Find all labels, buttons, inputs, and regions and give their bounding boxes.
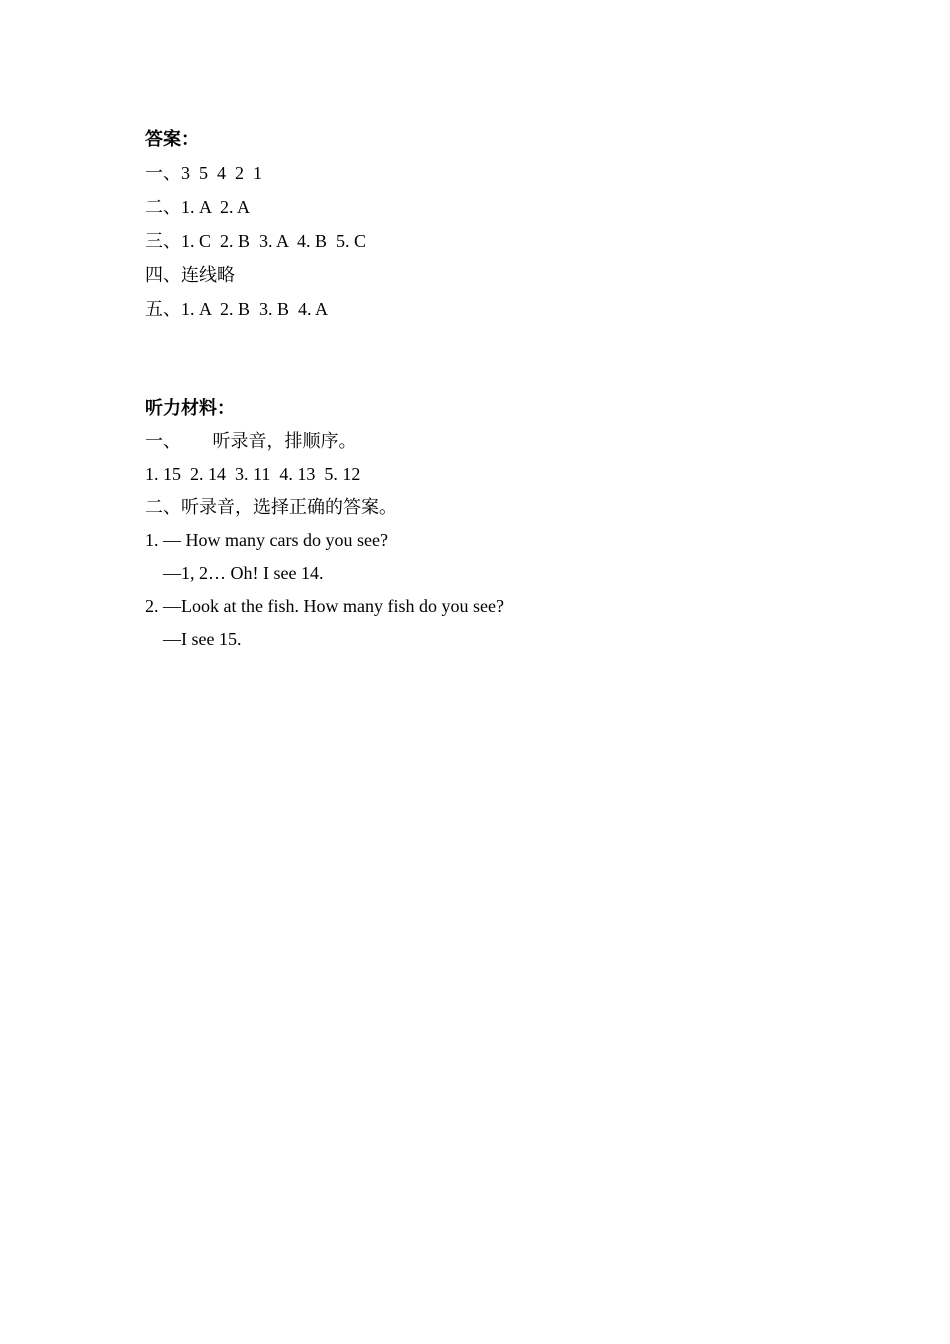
answer-line-1: 一、3 5 4 2 1 (145, 163, 262, 183)
listening-heading: 听力材料： (145, 398, 235, 418)
listening-section1-title: 一、 听录音，排顺序。 (145, 431, 357, 451)
document-content (145, 122, 845, 656)
dialogue-line-1: 1. — How many cars do you see? (145, 530, 388, 550)
answer-line-2: 二、1. A 2. A (145, 197, 251, 217)
listening-section2-title: 二、听录音，选择正确的答案。 (145, 497, 397, 517)
answer-line-5: 五、1. A 2. B 3. B 4. A (145, 299, 329, 319)
answers-heading: 答案： (145, 129, 199, 149)
dialogue-line-3: 2. —Look at the fish. How many fish do you see? (145, 596, 504, 616)
answer-line-4: 四、连线略 (145, 265, 235, 285)
dialogue-line-4: —I see 15. (163, 629, 242, 649)
dialogue-line-2: —1, 2… Oh! I see 14. (163, 563, 324, 583)
answer-line-3: 三、1. C 2. B 3. A 4. B 5. C (145, 231, 367, 251)
section-spacer (145, 326, 845, 392)
listening-section1-items: 1. 15 2. 14 3. 11 4. 13 5. 12 (145, 464, 361, 484)
